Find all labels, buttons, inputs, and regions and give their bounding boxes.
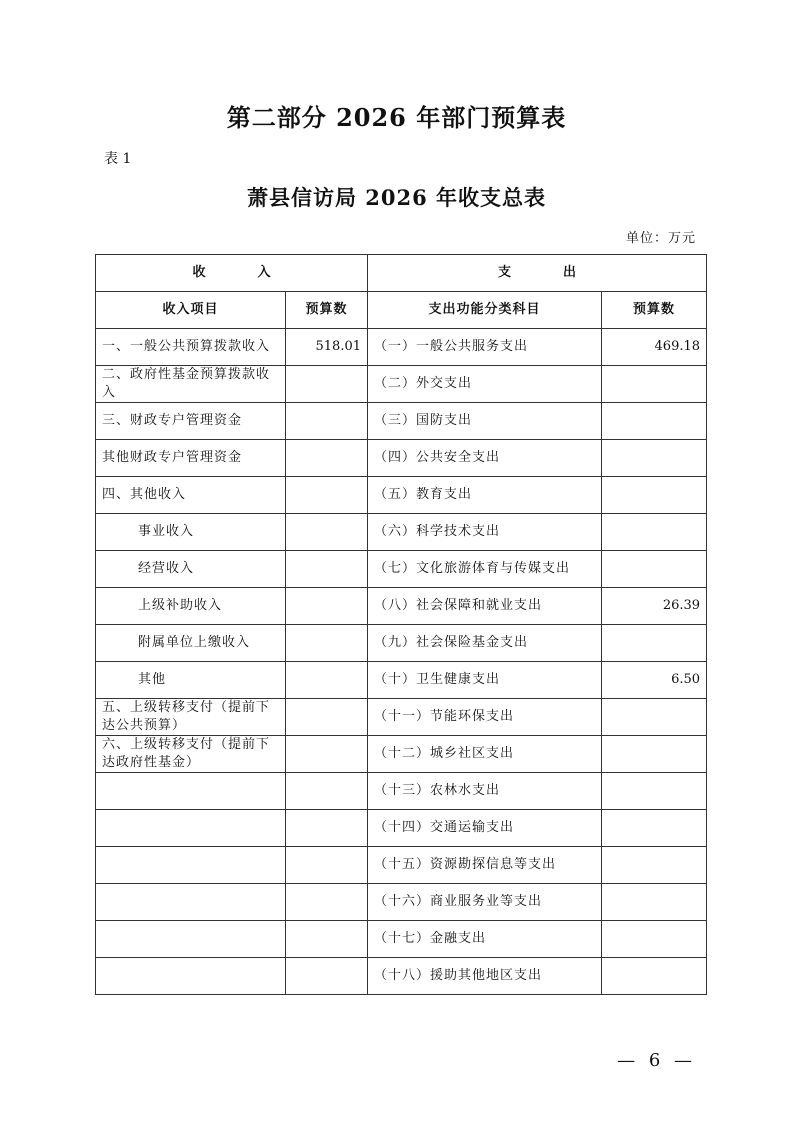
table-row: [96, 921, 707, 958]
income-amount-cell: [286, 773, 368, 810]
income-amount-cell: 518.01: [286, 329, 368, 366]
income-item-cell: 其他: [96, 662, 286, 699]
expense-item-cell: （二）外交支出: [368, 366, 602, 403]
income-item-cell: 事业收入: [96, 514, 286, 551]
expense-item-cell: （四）公共安全支出: [368, 440, 602, 477]
page-number: — 6 —: [617, 1050, 696, 1071]
expense-item-cell: （十五）资源勘探信息等支出: [368, 847, 602, 884]
table-row: [96, 736, 707, 773]
expense-item-cell: （五）教育支出: [368, 477, 602, 514]
expense-amount-cell: [602, 958, 707, 995]
table-number: 表 1: [104, 151, 132, 167]
income-amount-cell: [286, 477, 368, 514]
expense-amount-cell: 26.39: [602, 588, 707, 625]
expense-amount-cell: [602, 921, 707, 958]
expense-item-header: 支出功能分类科目: [368, 292, 602, 329]
income-item-header: 收入项目: [96, 292, 286, 329]
expense-item-cell: （六）科学技术支出: [368, 514, 602, 551]
expense-amount-header: 预算数: [602, 292, 707, 329]
expense-amount-cell: [602, 884, 707, 921]
table-row: [96, 477, 707, 514]
table-row: [96, 366, 707, 403]
table-row: [96, 625, 707, 662]
unit-label: 单位：万元: [625, 231, 696, 246]
income-amount-cell: [286, 736, 368, 773]
income-item-cell: 二、政府性基金预算拨款收入: [96, 366, 286, 403]
expense-item-cell: （七）文化旅游体育与传媒支出: [368, 551, 602, 588]
expense-amount-cell: [602, 440, 707, 477]
expense-amount-cell: 6.50: [602, 662, 707, 699]
expense-item-cell: （八）社会保障和就业支出: [368, 588, 602, 625]
table-row: [96, 699, 707, 736]
table-row: [96, 884, 707, 921]
table-row: [96, 810, 707, 847]
expense-item-cell: （十三）农林水支出: [368, 773, 602, 810]
expense-amount-cell: [602, 699, 707, 736]
income-item-cell: 其他财政专户管理资金: [96, 440, 286, 477]
expense-amount-cell: [602, 366, 707, 403]
table-row: [96, 773, 707, 810]
income-item-cell: 一、一般公共预算拨款收入: [96, 329, 286, 366]
column-header-row: [96, 292, 707, 329]
income-amount-cell: [286, 699, 368, 736]
expense-item-cell: （十八）援助其他地区支出: [368, 958, 602, 995]
expense-item-cell: （三）国防支出: [368, 403, 602, 440]
budget-summary-table: [95, 254, 707, 995]
table-row: [96, 403, 707, 440]
expense-amount-cell: [602, 625, 707, 662]
income-amount-cell: [286, 551, 368, 588]
table-row: [96, 958, 707, 995]
income-section-header: 收 入: [96, 255, 368, 292]
expense-amount-cell: [602, 736, 707, 773]
income-item-cell: 五、上级转移支付（提前下达公共预算）: [96, 699, 286, 736]
income-item-cell: [96, 958, 286, 995]
income-amount-cell: [286, 810, 368, 847]
income-amount-cell: [286, 366, 368, 403]
expense-item-cell: （十一）节能环保支出: [368, 699, 602, 736]
expense-amount-cell: [602, 847, 707, 884]
part-title: 第二部分 2026 年部门预算表: [226, 103, 567, 132]
expense-section-header: 支 出: [368, 255, 707, 292]
expense-item-cell: （十二）城乡社区支出: [368, 736, 602, 773]
income-item-cell: 经营收入: [96, 551, 286, 588]
income-item-cell: 上级补助收入: [96, 588, 286, 625]
expense-item-cell: （十七）金融支出: [368, 921, 602, 958]
expense-amount-cell: [602, 477, 707, 514]
expense-item-cell: （九）社会保险基金支出: [368, 625, 602, 662]
income-amount-cell: [286, 403, 368, 440]
table-row: [96, 662, 707, 699]
income-amount-cell: [286, 625, 368, 662]
income-amount-cell: [286, 958, 368, 995]
income-item-cell: 四、其他收入: [96, 477, 286, 514]
expense-amount-cell: [602, 514, 707, 551]
expense-amount-cell: [602, 403, 707, 440]
income-item-cell: 六、上级转移支付（提前下达政府性基金）: [96, 736, 286, 773]
income-item-cell: 三、财政专户管理资金: [96, 403, 286, 440]
income-item-cell: [96, 773, 286, 810]
table-title: 萧县信访局 2026 年收支总表: [246, 185, 547, 210]
expense-item-cell: （十）卫生健康支出: [368, 662, 602, 699]
income-item-cell: [96, 810, 286, 847]
income-amount-cell: [286, 440, 368, 477]
income-item-cell: [96, 884, 286, 921]
income-item-cell: [96, 921, 286, 958]
expense-item-cell: （十四）交通运输支出: [368, 810, 602, 847]
expense-amount-cell: 469.18: [602, 329, 707, 366]
expense-item-cell: （一）一般公共服务支出: [368, 329, 602, 366]
income-amount-cell: [286, 662, 368, 699]
table-row: [96, 847, 707, 884]
table-row: [96, 588, 707, 625]
expense-amount-cell: [602, 551, 707, 588]
expense-item-cell: （十六）商业服务业等支出: [368, 884, 602, 921]
table-row: [96, 551, 707, 588]
income-item-cell: [96, 847, 286, 884]
expense-amount-cell: [602, 773, 707, 810]
income-amount-cell: [286, 884, 368, 921]
income-amount-cell: [286, 514, 368, 551]
table-row: [96, 514, 707, 551]
income-amount-cell: [286, 921, 368, 958]
table-row: [96, 440, 707, 477]
expense-amount-cell: [602, 810, 707, 847]
income-amount-cell: [286, 847, 368, 884]
income-amount-header: 预算数: [286, 292, 368, 329]
income-item-cell: 附属单位上缴收入: [96, 625, 286, 662]
section-header-row: [96, 255, 707, 292]
table-row: [96, 329, 707, 366]
income-amount-cell: [286, 588, 368, 625]
